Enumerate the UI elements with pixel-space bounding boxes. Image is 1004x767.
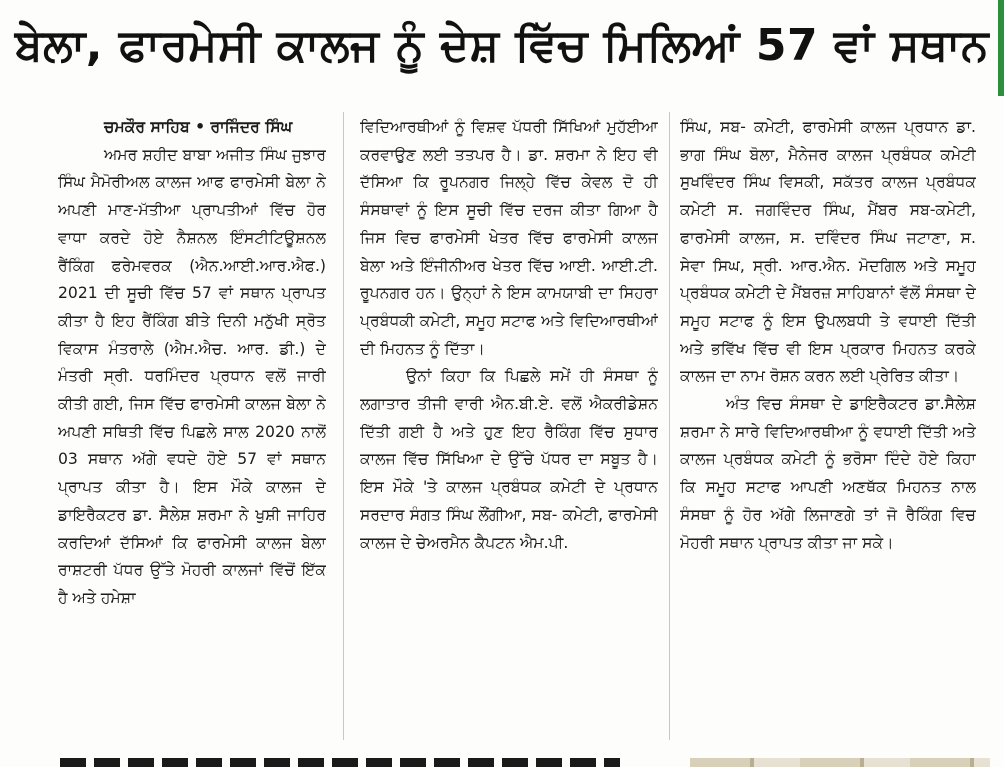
column-rule-1 — [343, 112, 344, 740]
column-3-paragraph-1: ਸਿੰਘ, ਸਬ- ਕਮੇਟੀ, ਫਾਰਮੇਸੀ ਕਾਲਜ ਪ੍ਰਧਾਨ ਡਾ. ਭਾਗ ਸਿੰਘ ਬੋਲਾ, ਮੈਨੇਜਰ ਕਾਲਜ ਪ੍ਰਬੰਧਕ ਕਮੇਟੀ ਸੁਖਵਿੰਦਰ ਸਿੰਘ ਵਿਸਕੀ, ਸਕੱਤਰ ਕਾਲਜ ਪ੍ਰਬੰਧਕ ਕਮੇਟੀ ਸ. ਜਗਵਿੰਦਰ ਸਿੰਘ, ਮੈਂਬਰ ਸਬ-ਕਮੇਟੀ, ਫਾਰਮੇਸੀ ਕਾਲਜ, ਸ. ਦਵਿੰਦਰ ਸਿੰਘ ਜਟਾਣਾ, ਸ. ਸੇਵਾ ਸਿਘ, ਸ੍ਰੀ. ਆਰ.ਐਨ. ਮੋਦਗਿਲ ਅਤੇ ਸਮੂਹ ਪ੍ਰਬੰਧਕ ਕਮੇਟੀ ਦੇ ਮੈਂਬਰਜ਼ ਸਾਹਿਬਾਨਾਂ ਵੱਲੋਂ ਸੰਸਥਾ ਦੇ ਸਮੂਹ ਸਟਾਫ ਨੂੰ ਇਸ ਉਪਲਬਧੀ ਤੇ ਵਧਾਈ ਦਿੱਤੀ ਅਤੇ ਭਵਿੱਖ ਵਿੱਚ ਵੀ ਇਸ ਪ੍ਰਕਾਰ ਮਿਹਨਤ ਕਰਕੇ ਕਾਲਜ ਦਾ ਨਾਮ ਰੋਸ਼ਨ ਕਰਨ ਲਈ ਪ੍ਰੇਰਿਤ ਕੀਤਾ। — [680, 118, 976, 386]
article-column-3 — [680, 114, 976, 744]
byline: ਚਮਕੌਰ ਸਾਹਿਬ • ਰਾਜਿੰਦਰ ਸਿੰਘ — [104, 118, 293, 136]
cropped-photo-strip — [690, 758, 990, 767]
column-2-paragraph-1: ਵਿਦਿਆਰਥੀਆਂ ਨੂੰ ਵਿਸ਼ਵ ਪੱਧਰੀ ਸਿੱਖਿਆਂ ਮੁਹੱਈਆ ਕਰਵਾਉਣ ਲਈ ਤਤਪਰ ਹੈ। ਡਾ. ਸ਼ਰਮਾ ਨੇ ਇਹ ਵੀ ਦੱਸਿਆ ਕਿ ਰੂਪਨਗਰ ਜਿਲ੍ਹੇ ਵਿੱਚ ਕੇਵਲ ਦੋ ਹੀ ਸੰਸਥਾਵਾਂ ਨੂੰ ਇਸ ਸੂਚੀ ਵਿੱਚ ਦਰਜ ਕੀਤਾ ਗਿਆ ਹੈ ਜਿਸ ਵਿਚ ਫਾਰਮੇਸੀ ਖੇਤਰ ਵਿੱਚ ਫਾਰਮੇਸੀ ਕਾਲਜ ਬੇਲਾ ਅਤੇ ਇੰਜੀਨੀਅਰ ਖੇਤਰ ਵਿੱਚ ਆਈ. ਆਈ.ਟੀ. ਰੂਪਨਗਰ ਹਨ। ਉਨ੍ਹਾਂ ਨੇ ਇਸ ਕਾਮਯਾਬੀ ਦਾ ਸਿਹਰਾ ਪ੍ਰਬੰਧਕੀ ਕਮੇਟੀ, ਸਮੂਹ ਸਟਾਫ ਅਤੇ ਵਿਦਿਆਰਥੀਆਂ ਦੀ ਮਿਹਨਤ ਨੂੰ ਦਿੱਤਾ। — [360, 118, 658, 358]
column-rule-2 — [669, 112, 670, 740]
cropped-next-photo — [690, 748, 990, 767]
article-column-1 — [58, 114, 326, 744]
cropped-headline-ink — [60, 758, 620, 767]
column-1-paragraph-1: ਅਮਰ ਸ਼ਹੀਦ ਬਾਬਾ ਅਜੀਤ ਸਿੰਘ ਜੁਝਾਰ ਸਿੰਘ ਮੈਮੋਰੀਅਲ ਕਾਲਜ ਆਫ ਫਾਰਮੇਸੀ ਬੇਲਾ ਨੇ ਅਪਣੀ ਮਾਣ-ਮੱਤੀਆ ਪ੍ਰਾਪਤੀਆਂ ਵਿੱਚ ਹੋਰ ਵਾਧਾ ਕਰਦੇ ਹੋਏ ਨੈਸ਼ਨਲ ਇੰਸਟੀਟਿਊਸ਼ਨਲ ਰੈਂਕਿੰਗ ਫਰੇਮਵਰਕ (ਐਨ.ਆਈ.ਆਰ.ਐਫ.) 2021 ਦੀ ਸੂਚੀ ਵਿੱਚ 57 ਵਾਂ ਸਥਾਨ ਪ੍ਰਾਪਤ ਕੀਤਾ ਹੈ ਇਹ ਰੈਂਕਿੰਗ ਬੀਤੇ ਦਿਨੀ ਮਨੁੱਖੀ ਸ੍ਰੋਤ ਵਿਕਾਸ ਮੰਤਰਾਲੇ (ਐਮ.ਐਚ. ਆਰ. ਡੀ.) ਦੇ ਮੰਤਰੀ ਸ੍ਰੀ. ਧਰਮਿੰਦਰ ਪ੍ਰਧਾਨ ਵਲੋਂ ਜਾਰੀ ਕੀਤੀ ਗਈ, ਜਿਸ ਵਿੱਚ ਫਾਰਮੇਸੀ ਕਾਲਜ ਬੇਲਾ ਨੇ ਅਪਣੀ ਸਥਿਤੀ ਵਿੱਚ ਪਿਛਲੇ ਸਾਲ 2020 ਨਾਲੋਂ 03 ਸਥਾਨ ਅੱਗੇ ਵਧਦੇ ਹੋਏ 57 ਵਾਂ ਸਥਾਨ ਪ੍ਰਾਪਤ ਕੀਤਾ ਹੈ। ਇਸ ਮੌਕੇ ਕਾਲਜ ਦੇ ਡਾਇਰੈਕਟਰ ਡਾ. ਸੈਲੇਸ਼ ਸ਼ਰਮਾ ਨੇ ਖੁਸ਼ੀ ਜਾਹਿਰ ਕਰਦਿਆਂ ਦੱਸਿਆਂ ਕਿ ਫਾਰਮੇਸੀ ਕਾਲਜ ਬੇਲਾ ਰਾਸ਼ਟਰੀ ਪੱਧਰ ਉੱਤੇ ਮੋਹਰੀ ਕਾਲਜਾਂ ਵਿੱਚੋਂ ਇੱਕ ਹੈ ਅਤੇ ਹਮੇਸ਼ਾ — [58, 145, 326, 607]
column-3-paragraph-2: ਅੰਤ ਵਿਚ ਸੰਸਥਾ ਦੇ ਡਾਇਰੈਕਟਰ ਡਾ.ਸੈਲੇਸ਼ ਸ਼ਰਮਾ ਨੇ ਸਾਰੇ ਵਿਦਿਆਰਥੀਆ ਨੂੰ ਵਧਾਈ ਦਿੱਤੀ ਅਤੇ ਕਾਲਜ ਪ੍ਰਬੰਧਕ ਕਮੇਟੀ ਨੂੰ ਭਰੋਸਾ ਦਿੰਦੇ ਹੋਏ ਕਿਹਾ ਕਿ ਸਮੂਹ ਸਟਾਫ ਆਪਣੀ ਅਣਥੱਕ ਮਿਹਨਤ ਨਾਲ ਸੰਸਥਾ ਨੂੰ ਹੋਰ ਅੱਗੇ ਲਿਜਾਣਗੇ ਤਾਂ ਜੋ ਰੈਕਿੰਗ ਵਿਚ ਮੋਹਰੀ ਸਥਾਨ ਪ੍ਰਾਪਤ ਕੀਤਾ ਜਾ ਸਕੇ। — [680, 395, 976, 552]
article-column-2 — [360, 114, 658, 744]
headline: ਬੇਲਾ, ਫਾਰਮੇਸੀ ਕਾਲਜ ਨੂੰ ਦੇਸ਼ ਵਿੱਚ ਮਿਲਿਆਂ 57 ਵਾਂ ਸਥਾਨ — [15, 20, 989, 71]
column-2-paragraph-2: ਉਨਾਂ ਕਿਹਾ ਕਿ ਪਿਛਲੇ ਸਮੇਂ ਹੀ ਸੰਸਥਾ ਨੂੰ ਲਗਾਤਾਰ ਤੀਜੀ ਵਾਰੀ ਐਨ.ਬੀ.ਏ. ਵਲੋਂ ਐਕਰੀਡੇਸ਼ਨ ਦਿੱਤੀ ਗਈ ਹੈ ਅਤੇ ਹੁਣ ਇਹ ਰੈਕਿੰਗ ਵਿੱਚ ਸੁਧਾਰ ਕਾਲਜ ਵਿੱਚ ਸਿੱਖਿਆ ਦੇ ਉੱਚੇ ਪੱਧਰ ਦਾ ਸਬੂਤ ਹੈ। ਇਸ ਮੌਕੇ 'ਤੇ ਕਾਲਜ ਪ੍ਰਬੰਧਕ ਕਮੇਟੀ ਦੇ ਪ੍ਰਧਾਨ ਸਰਦਾਰ ਸੰਗਤ ਸਿੰਘ ਲੌਂਗੀਆ, ਸਬ- ਕਮੇਟੀ, ਫਾਰਮੇਸੀ ਕਾਲਜ ਦੇ ਚੇਅਰਮੈਨ ਕੈਪਟਨ ਐਮ.ਪੀ. — [360, 367, 658, 552]
cropped-next-headline — [60, 746, 620, 767]
page-edge-color-strip — [998, 0, 1004, 96]
